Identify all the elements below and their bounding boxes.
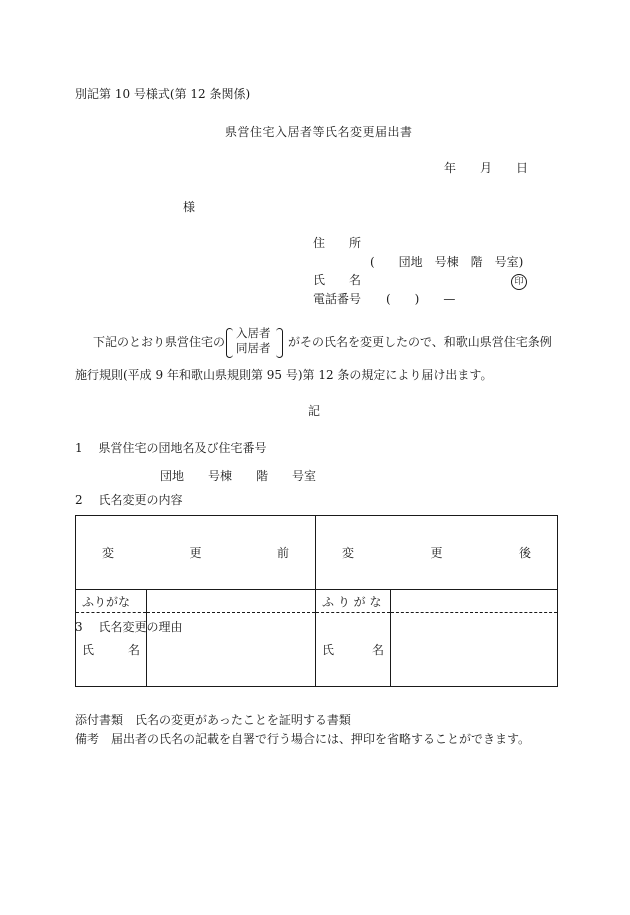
table-furigana-row — [76, 590, 558, 613]
name-label: 氏 名 — [313, 273, 362, 287]
section-1-detail: 団地 号棟 階 号室 — [160, 469, 317, 483]
right-brace — [276, 328, 283, 358]
phone-format: ( ) — — [386, 292, 456, 306]
name-label-after: 氏 名 — [316, 613, 391, 687]
after-header: 変 更 後 — [316, 516, 558, 590]
seal-mark — [511, 272, 527, 290]
addressee-suffix: 様 — [183, 200, 196, 214]
body-prefix: 下記のとおり県営住宅の — [93, 335, 226, 349]
name-change-table — [75, 515, 558, 687]
address-label: 住 所 — [313, 236, 362, 250]
seal-icon: 印 — [511, 274, 527, 290]
ki-heading: 記 — [308, 404, 321, 418]
phone-label: 電話番号 — [313, 292, 362, 306]
name-after-field[interactable] — [391, 613, 558, 687]
bracket-option-2: 同居者 — [236, 341, 271, 355]
bracket-option-1: 入居者 — [236, 326, 271, 340]
attachments-note: 添付書類 氏名の変更があったことを証明する書類 — [75, 713, 351, 727]
remarks-note: 備考 届出者の氏名の記載を自署で行う場合には、押印を省略することができます。 — [75, 732, 531, 746]
section-3-heading: 3 氏名変更の理由 — [75, 620, 183, 634]
address-detail: ( 団地 号棟 階 号室) — [370, 255, 524, 269]
document-title: 県営住宅入居者等氏名変更届出書 — [225, 125, 413, 139]
section-2-heading: 2 氏名変更の内容 — [75, 493, 183, 507]
furigana-label-before: ふりがな — [76, 590, 147, 613]
table-header-row — [76, 516, 558, 590]
furigana-after-field[interactable] — [391, 590, 558, 613]
form-reference: 別記第 10 号様式(第 12 条関係) — [75, 87, 251, 101]
furigana-before-field[interactable] — [147, 590, 316, 613]
before-header: 変 更 前 — [76, 516, 316, 590]
date-line: 年 月 日 — [444, 161, 529, 175]
body-line-2: 施行規則(平成 9 年和歌山県規則第 95 号)第 12 条の規定により届け出ます。 — [75, 368, 493, 382]
body-suffix: がその氏名を変更したので、和歌山県営住宅条例 — [288, 335, 552, 349]
furigana-label-after: ふ り が な — [316, 590, 391, 613]
left-brace — [226, 328, 233, 358]
section-1-heading: 1 県営住宅の団地名及び住宅番号 — [75, 441, 267, 455]
name-label-before: 氏 名 — [76, 613, 147, 687]
